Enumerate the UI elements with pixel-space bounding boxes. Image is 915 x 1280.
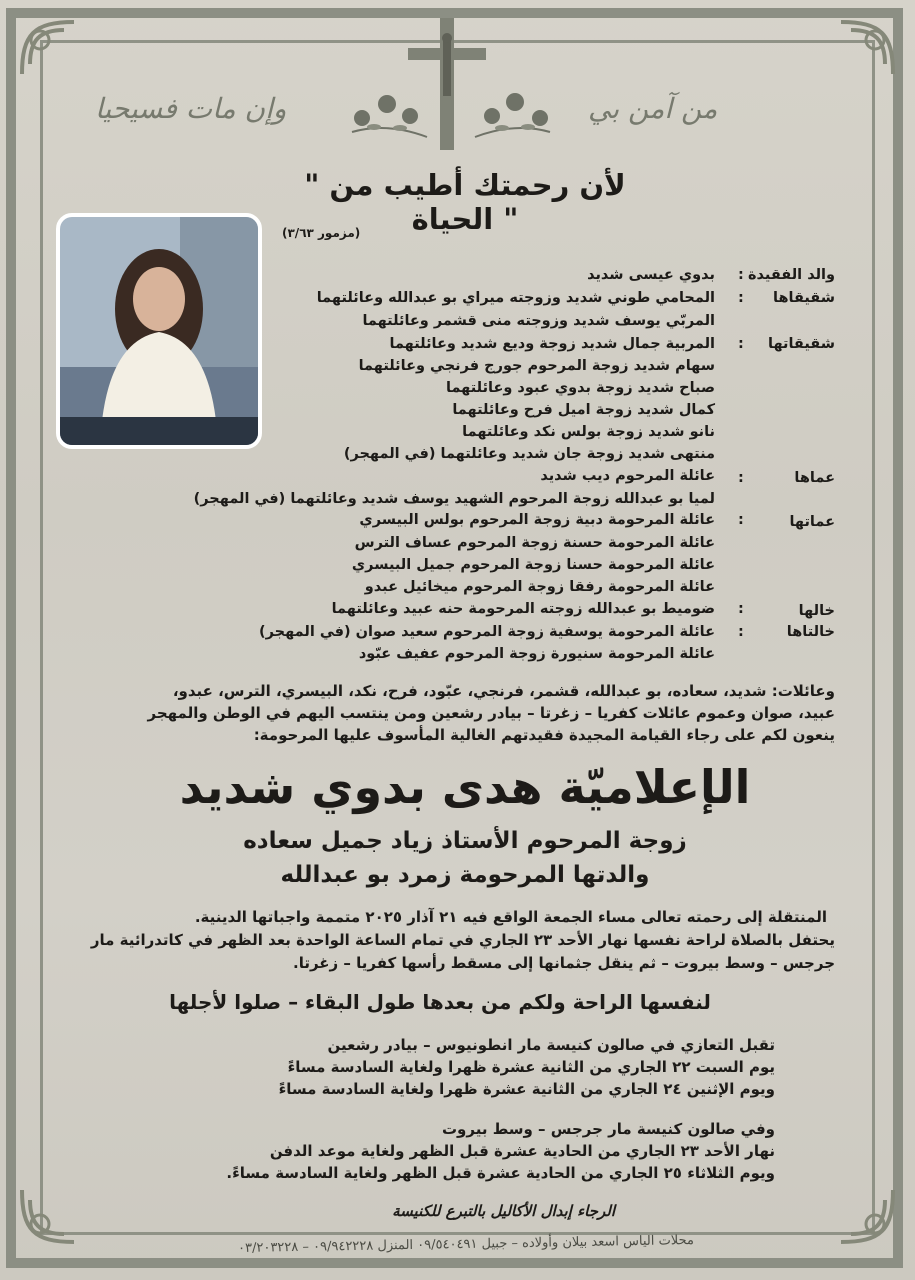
relative-line: سهام شديد زوجة المرحوم جورج فرنجي وعائلتهما — [358, 358, 715, 374]
colon: : — [738, 336, 744, 352]
corner-ornament-icon — [831, 1180, 901, 1250]
details-line: المنتقلة إلى رحمته تعالى مساء الجمعة الواقع فيه ٢١ آذار ٢٠٢٥ متممة واجباتها الدينية. — [194, 908, 827, 926]
families-line: وعائلات: شديد، سعاده، بو عبدالله، قشمر، فرنجي، عبّود، فرح، نكد، البيسري، الترس، عبدو، — [172, 682, 835, 700]
details-line: جرجس – وسط بيروت – ثم ينقل جثمانها إلى مسقط رأسها كفريا – زغرتا. — [293, 954, 835, 972]
label-brothers: شقيقاها — [773, 290, 835, 306]
relative-line: عائلة المرحومة رفقا زوجة المرحوم ميخائيل عبدو — [364, 579, 715, 595]
relative-line: منتهى شديد زوجة جان شديد وعائلتهما (في المهجر) — [343, 446, 715, 462]
label-paternal-uncles: عماها — [794, 470, 835, 486]
label-maternal-aunts: خالتاها — [786, 624, 835, 640]
condolence-line: تقبل التعازي في صالون كنيسة مار انطونيوس – بيادر رشعين — [327, 1036, 775, 1054]
condolence-line: وفي صالون كنيسة مار جرجس – وسط بيروت — [441, 1120, 775, 1138]
relative-line: عائلة المرحومة حسنة زوجة المرحوم عساف الترس — [354, 535, 715, 551]
colon: : — [738, 624, 744, 640]
roses-icon — [342, 82, 432, 142]
flowers-request: الرجاء إبدال الأكاليل بالتبرع للكنيسة — [392, 1202, 615, 1220]
relative-line: عائلة المرحومة دبية زوجة المرحوم بولس البيسري — [359, 512, 715, 528]
condolence-line: ويوم الثلاثاء ٢٥ الجاري من الحادية عشرة قبل الظهر ولغاية السادسة مساءً. — [226, 1164, 775, 1182]
condolence-line: يوم السبت ٢٢ الجاري من الثانية عشرة ظهرا ولغاية السادسة مساءً — [287, 1058, 775, 1076]
portrait-photo — [56, 213, 262, 449]
relative-line: المربّي يوسف شديد وزوجته منى قشمر وعائلتهما — [362, 313, 715, 329]
relative-line: عائلة المرحومة حسنا زوجة المرحوم جميل البيسري — [351, 557, 715, 573]
verse-quote: " لأن رحمتك أطيب من الحياة " — [304, 168, 626, 236]
relative-line: بدوي عيسى شديد — [587, 267, 715, 283]
label-father: والد الفقيدة — [748, 267, 835, 283]
footer-print-info: محلات الياس اسعد بيلان وأولاده – جبيل ٠٩/٥٤٠٤٩١ المنزل ٠٩/٩٤٢٢٢٨ – ٠٣/٢٠٣٢٢٨ — [237, 1233, 695, 1256]
relative-line: لميا بو عبدالله زوجة المرحوم الشهيد يوسف شديد وعائلتهما (في المهجر) — [193, 491, 715, 507]
deceased-spouse: زوجة المرحوم الأستاذ زياد جميل سعاده — [243, 828, 687, 854]
colon: : — [738, 512, 744, 528]
relative-line: عائلة المرحومة يوسفية زوجة المرحوم سعيد صوان (في المهجر) — [258, 624, 715, 640]
relative-line: نانو شديد زوجة بولس نكد وعائلتهما — [462, 424, 715, 440]
corner-ornament-icon — [831, 14, 901, 84]
relative-line: صباح شديد زوجة بدوي عبود وعائلتهما — [446, 380, 715, 396]
prayer-line: لنفسها الراحة ولكم من بعدها طول البقاء – صلوا لأجلها — [169, 990, 711, 1014]
header-script-left: وإن مات فسيحيا — [95, 92, 287, 125]
deceased-mother: والدتها المرحومة زمرد بو عبدالله — [280, 862, 650, 888]
relative-line: عائلة المرحومة سنيورة زوجة المرحوم عفيف عبّود — [358, 646, 715, 662]
condolence-line: ويوم الإثنين ٢٤ الجاري من الثانية عشرة ظهرا ولغاية السادسة مساءً — [278, 1080, 775, 1098]
colon: : — [738, 470, 744, 486]
colon: : — [738, 290, 744, 306]
roses-icon — [470, 82, 560, 142]
label-sisters: شقيقاتها — [768, 336, 835, 352]
corner-ornament-icon — [14, 14, 84, 84]
condolence-line: نهار الأحد ٢٣ الجاري من الحادية عشرة قبل الظهر ولغاية موعد الدفن — [269, 1142, 775, 1160]
colon: : — [738, 267, 744, 283]
details-line: يحتفل بالصلاة لراحة نفسها نهار الأحد ٢٣ الجاري في تمام الساعة الواحدة بعد الظهر في كاتدرائية مار — [90, 931, 835, 949]
colon: : — [738, 601, 744, 617]
corner-ornament-icon — [14, 1180, 84, 1250]
header-script-right: من آمن بي — [588, 92, 718, 125]
relative-line: عائلة المرحوم ديب شديد — [540, 468, 715, 484]
relative-line: ضوميط بو عبدالله زوجته المرحومة حنه عبيد وعائلتهما — [331, 601, 715, 617]
verse-reference: (مزمور ٣/٦٣) — [282, 226, 361, 240]
deceased-name: الإعلاميّة هدى بدوي شديد — [179, 760, 751, 814]
relative-line: كمال شديد زوجة اميل فرح وعائلتهما — [452, 402, 715, 418]
relative-line: المربية جمال شديد زوجة وديع شديد وعائلتهما — [389, 336, 715, 352]
relative-line: المحامي طوني شديد وزوجته ميراي بو عبدالله وعائلتهما — [316, 290, 715, 306]
label-paternal-aunts: عماتها — [789, 514, 835, 530]
families-line: ينعون لكم على رجاء القيامة المجيدة فقيدتهم الغالية المأسوف عليها المرحومة: — [253, 726, 835, 744]
families-line: عبيد، صوان وعموم عائلات كفريا – زغرتا – بيادر رشعين ومن ينتسب اليهم في الوطن والمهجر — [147, 704, 835, 722]
label-maternal-uncle: خالها — [798, 603, 835, 619]
